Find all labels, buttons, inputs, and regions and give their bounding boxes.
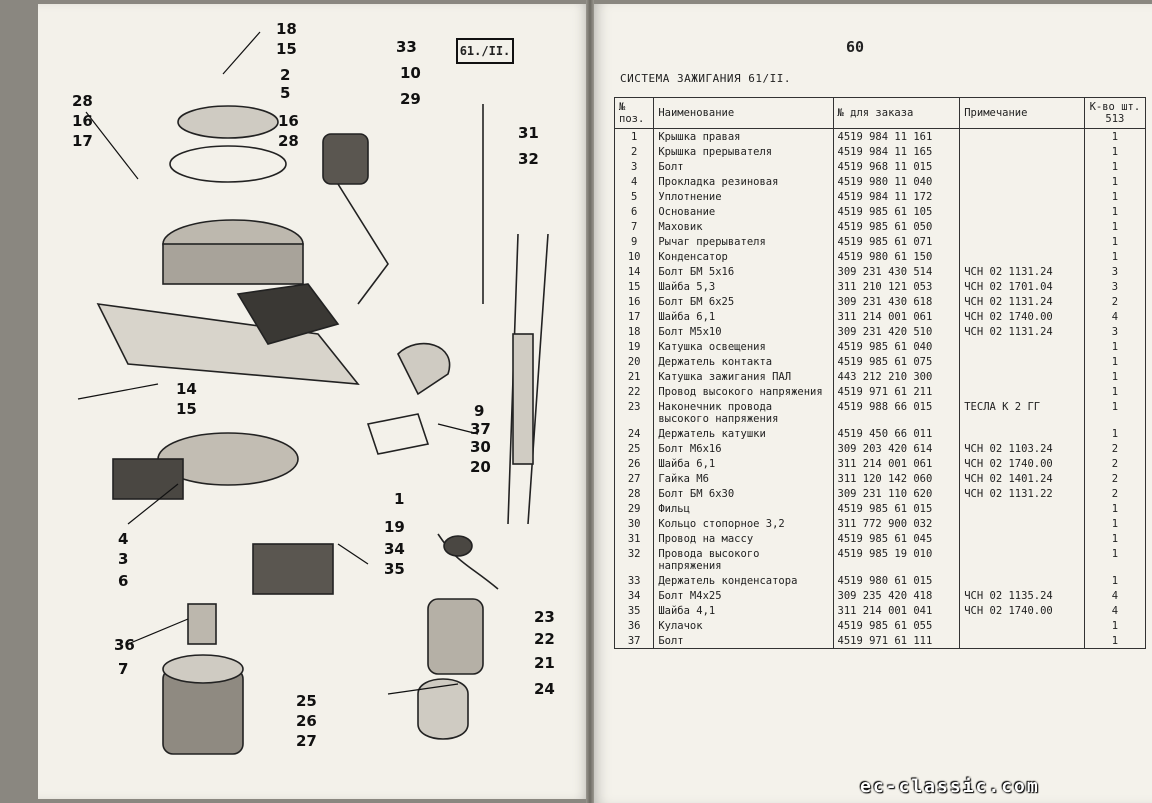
- cell-name: Болт: [654, 633, 833, 649]
- cell-qty: 1: [1084, 174, 1145, 189]
- cell-qty: 4: [1084, 603, 1145, 618]
- svg-text:33: 33: [396, 38, 417, 56]
- cell-order: 4519 988 66 015: [833, 399, 960, 426]
- cell-order: 309 231 420 510: [833, 324, 960, 339]
- svg-text:19: 19: [384, 518, 405, 536]
- cell-name: Болт М5x10: [654, 324, 833, 339]
- cell-note: [960, 531, 1085, 546]
- table-row: [615, 426, 1146, 441]
- svg-text:26: 26: [296, 712, 317, 730]
- cell-order: 443 212 210 300: [833, 369, 960, 384]
- cell-order: 4519 984 11 161: [833, 129, 960, 145]
- cell-note: ЧСН 02 1131.22: [960, 486, 1085, 501]
- cell-note: [960, 204, 1085, 219]
- svg-text:7: 7: [118, 660, 129, 678]
- cell-qty: 1: [1084, 144, 1145, 159]
- cell-qty: 1: [1084, 339, 1145, 354]
- svg-text:1: 1: [394, 490, 405, 508]
- cell-note: ЧСН 02 1131.24: [960, 264, 1085, 279]
- table-row: [615, 588, 1146, 603]
- cell-qty: 1: [1084, 501, 1145, 516]
- svg-text:27: 27: [296, 732, 317, 750]
- svg-text:36: 36: [114, 636, 135, 654]
- cell-order: 4519 985 61 055: [833, 618, 960, 633]
- header-order: № для заказа: [833, 98, 960, 129]
- header-note: Примечание: [960, 98, 1085, 129]
- cell-note: [960, 633, 1085, 649]
- cell-qty: 1: [1084, 384, 1145, 399]
- cell-num: 9: [615, 234, 654, 249]
- table-row: [615, 309, 1146, 324]
- cell-num: 14: [615, 264, 654, 279]
- exploded-parts-diagram: [38, 4, 590, 799]
- cell-qty: 1: [1084, 426, 1145, 441]
- table-row: [615, 603, 1146, 618]
- cell-note: ЧСН 02 1131.24: [960, 324, 1085, 339]
- table-row: [615, 546, 1146, 573]
- table-row: [615, 531, 1146, 546]
- cell-note: [960, 129, 1085, 145]
- cell-num: 16: [615, 294, 654, 309]
- cell-qty: 1: [1084, 189, 1145, 204]
- cell-order: 311 772 900 032: [833, 516, 960, 531]
- cell-name: Болт БМ 6x25: [654, 294, 833, 309]
- svg-text:17: 17: [72, 132, 93, 150]
- svg-text:25: 25: [296, 692, 317, 710]
- table-row: [615, 279, 1146, 294]
- section-title: СИСТЕМА ЗАЖИГАНИЯ 61/II.: [620, 72, 791, 85]
- table-row: [615, 204, 1146, 219]
- cell-qty: 1: [1084, 129, 1145, 145]
- cell-note: [960, 516, 1085, 531]
- cell-qty: 1: [1084, 531, 1145, 546]
- cell-order: 4519 985 61 045: [833, 531, 960, 546]
- cell-num: 17: [615, 309, 654, 324]
- cell-order: 311 120 142 060: [833, 471, 960, 486]
- cell-order: 4519 985 61 071: [833, 234, 960, 249]
- svg-text:24: 24: [534, 680, 555, 698]
- table-row: [615, 441, 1146, 456]
- cell-name: Маховик: [654, 219, 833, 234]
- cell-qty: 3: [1084, 264, 1145, 279]
- cell-num: 22: [615, 384, 654, 399]
- cell-order: 309 203 420 614: [833, 441, 960, 456]
- parts-table: [614, 97, 1146, 649]
- cell-note: [960, 174, 1085, 189]
- cell-name: Болт: [654, 159, 833, 174]
- table-row: [615, 189, 1146, 204]
- cell-order: 309 231 430 514: [833, 264, 960, 279]
- table-row: [615, 633, 1146, 649]
- cell-name: Кулачок: [654, 618, 833, 633]
- cell-order: 311 214 001 061: [833, 456, 960, 471]
- cell-order: 4519 985 61 075: [833, 354, 960, 369]
- table-row: [615, 471, 1146, 486]
- cell-note: [960, 249, 1085, 264]
- table-row: [615, 573, 1146, 588]
- cell-num: 36: [615, 618, 654, 633]
- svg-text:10: 10: [400, 64, 421, 82]
- cell-order: 4519 450 66 011: [833, 426, 960, 441]
- svg-text:37: 37: [470, 420, 491, 438]
- cell-name: Болт БМ 6x30: [654, 486, 833, 501]
- cell-num: 2: [615, 144, 654, 159]
- svg-text:22: 22: [534, 630, 555, 648]
- cell-order: 4519 980 61 150: [833, 249, 960, 264]
- cell-order: 311 214 001 041: [833, 603, 960, 618]
- cell-num: 1: [615, 129, 654, 145]
- cell-name: Болт М4x25: [654, 588, 833, 603]
- table-row: [615, 354, 1146, 369]
- svg-text:21: 21: [534, 654, 555, 672]
- cell-note: [960, 354, 1085, 369]
- cell-order: 309 231 430 618: [833, 294, 960, 309]
- svg-text:23: 23: [534, 608, 555, 626]
- cell-name: Гайка М6: [654, 471, 833, 486]
- cell-qty: 1: [1084, 369, 1145, 384]
- cell-name: Шайба 6,1: [654, 309, 833, 324]
- cell-note: ЧСН 02 1701.04: [960, 279, 1085, 294]
- cell-note: [960, 384, 1085, 399]
- page-number: 60: [846, 38, 865, 56]
- table-row: [615, 144, 1146, 159]
- cell-name: Наконечник провода высокого напряжения: [654, 399, 833, 426]
- cell-qty: 1: [1084, 633, 1145, 649]
- svg-text:34: 34: [384, 540, 405, 558]
- header-num: № поз.: [615, 98, 654, 129]
- table-row: [615, 456, 1146, 471]
- cell-qty: 1: [1084, 249, 1145, 264]
- cell-note: ЧСН 02 1103.24: [960, 441, 1085, 456]
- header-name: Наименование: [654, 98, 833, 129]
- cell-note: [960, 369, 1085, 384]
- parts-table-body: [615, 129, 1146, 649]
- cell-name: Прокладка резиновая: [654, 174, 833, 189]
- cell-note: ЧСН 02 1135.24: [960, 588, 1085, 603]
- table-row: [615, 384, 1146, 399]
- svg-text:15: 15: [276, 40, 297, 58]
- cell-qty: 1: [1084, 573, 1145, 588]
- cell-num: 28: [615, 486, 654, 501]
- cell-num: 19: [615, 339, 654, 354]
- parts-table-header: [615, 98, 1146, 129]
- cell-name: Крышка прерывателя: [654, 144, 833, 159]
- cell-order: 309 231 110 620: [833, 486, 960, 501]
- cell-order: 4519 968 11 015: [833, 159, 960, 174]
- cell-note: [960, 573, 1085, 588]
- cell-name: Держатель катушки: [654, 426, 833, 441]
- cell-qty: 1: [1084, 354, 1145, 369]
- svg-text:20: 20: [470, 458, 491, 476]
- cell-order: 309 235 420 418: [833, 588, 960, 603]
- cell-name: Держатель контакта: [654, 354, 833, 369]
- cell-num: 35: [615, 603, 654, 618]
- cell-note: ТЕСЛА К 2 ГГ: [960, 399, 1085, 426]
- cell-num: 20: [615, 354, 654, 369]
- cell-num: 3: [615, 159, 654, 174]
- cell-note: [960, 501, 1085, 516]
- cell-name: Крышка правая: [654, 129, 833, 145]
- cell-note: [960, 546, 1085, 573]
- cell-name: Рычаг прерывателя: [654, 234, 833, 249]
- svg-text:30: 30: [470, 438, 491, 456]
- cell-qty: 3: [1084, 324, 1145, 339]
- cell-note: [960, 234, 1085, 249]
- svg-text:35: 35: [384, 560, 405, 578]
- cell-num: 30: [615, 516, 654, 531]
- table-row: [615, 486, 1146, 501]
- cell-qty: 1: [1084, 204, 1145, 219]
- table-row: [615, 501, 1146, 516]
- cell-qty: 1: [1084, 618, 1145, 633]
- table-row: [615, 324, 1146, 339]
- table-row: [615, 249, 1146, 264]
- cell-order: 4519 985 61 015: [833, 501, 960, 516]
- cell-order: 311 214 001 061: [833, 309, 960, 324]
- cell-name: Катушка зажигания ПАЛ: [654, 369, 833, 384]
- table-row: [615, 399, 1146, 426]
- cell-order: 4519 980 11 040: [833, 174, 960, 189]
- cell-qty: 1: [1084, 546, 1145, 573]
- cell-qty: 2: [1084, 471, 1145, 486]
- cell-num: 24: [615, 426, 654, 441]
- svg-text:28: 28: [278, 132, 299, 150]
- header-qty: К-во шт. 513: [1084, 98, 1145, 129]
- cell-qty: 4: [1084, 309, 1145, 324]
- figure-label: 61./II.: [456, 38, 514, 64]
- cell-order: 4519 971 61 211: [833, 384, 960, 399]
- cell-order: 4519 985 61 105: [833, 204, 960, 219]
- cell-note: ЧСН 02 1740.00: [960, 456, 1085, 471]
- cell-num: 18: [615, 324, 654, 339]
- cell-name: Шайба 4,1: [654, 603, 833, 618]
- cell-qty: 2: [1084, 456, 1145, 471]
- cell-qty: 1: [1084, 234, 1145, 249]
- cell-num: 34: [615, 588, 654, 603]
- cell-num: 33: [615, 573, 654, 588]
- cell-note: ЧСН 02 1131.24: [960, 294, 1085, 309]
- cell-name: Держатель конденсатора: [654, 573, 833, 588]
- cell-order: 4519 985 61 050: [833, 219, 960, 234]
- cell-qty: 2: [1084, 486, 1145, 501]
- table-row: [615, 516, 1146, 531]
- svg-text:18: 18: [276, 20, 297, 38]
- cell-order: 4519 984 11 165: [833, 144, 960, 159]
- cell-num: 25: [615, 441, 654, 456]
- table-row: [615, 264, 1146, 279]
- cell-qty: 1: [1084, 159, 1145, 174]
- svg-text:16: 16: [72, 112, 93, 130]
- svg-text:14: 14: [176, 380, 197, 398]
- table-row: [615, 294, 1146, 309]
- svg-text:5: 5: [280, 84, 291, 102]
- cell-note: [960, 339, 1085, 354]
- cell-name: Фильц: [654, 501, 833, 516]
- cell-note: [960, 189, 1085, 204]
- table-row: [615, 234, 1146, 249]
- cell-note: [960, 426, 1085, 441]
- cell-qty: 4: [1084, 588, 1145, 603]
- cell-num: 23: [615, 399, 654, 426]
- cell-num: 6: [615, 204, 654, 219]
- cell-name: Основание: [654, 204, 833, 219]
- cell-name: Конденсатор: [654, 249, 833, 264]
- cell-name: Шайба 5,3: [654, 279, 833, 294]
- table-row: [615, 369, 1146, 384]
- cell-num: 26: [615, 456, 654, 471]
- cell-qty: 1: [1084, 516, 1145, 531]
- svg-text:3: 3: [118, 550, 129, 568]
- cell-num: 27: [615, 471, 654, 486]
- table-row: [615, 159, 1146, 174]
- table-row: [615, 339, 1146, 354]
- table-row: [615, 618, 1146, 633]
- cell-qty: 2: [1084, 441, 1145, 456]
- table-row: [615, 129, 1146, 145]
- cell-name: Болт БМ 5x16: [654, 264, 833, 279]
- cell-note: ЧСН 02 1740.00: [960, 309, 1085, 324]
- cell-num: 21: [615, 369, 654, 384]
- cell-num: 10: [615, 249, 654, 264]
- watermark: ec-classic.com: [860, 776, 1040, 797]
- cell-num: 15: [615, 279, 654, 294]
- cell-note: [960, 159, 1085, 174]
- cell-note: [960, 144, 1085, 159]
- svg-text:28: 28: [72, 92, 93, 110]
- cell-qty: 3: [1084, 279, 1145, 294]
- cell-order: 4519 985 61 040: [833, 339, 960, 354]
- cell-num: 29: [615, 501, 654, 516]
- cell-order: 4519 984 11 172: [833, 189, 960, 204]
- table-row: [615, 174, 1146, 189]
- cell-note: ЧСН 02 1740.00: [960, 603, 1085, 618]
- svg-text:2: 2: [280, 66, 291, 84]
- table-row: [615, 219, 1146, 234]
- cell-num: 4: [615, 174, 654, 189]
- svg-text:15: 15: [176, 400, 197, 418]
- cell-qty: 2: [1084, 294, 1145, 309]
- svg-text:32: 32: [518, 150, 539, 168]
- cell-name: Уплотнение: [654, 189, 833, 204]
- svg-text:16: 16: [278, 112, 299, 130]
- svg-text:9: 9: [474, 402, 485, 420]
- cell-name: Провод высокого напряжения: [654, 384, 833, 399]
- cell-order: 311 210 121 053: [833, 279, 960, 294]
- cell-name: Болт М6x16: [654, 441, 833, 456]
- cell-name: Шайба 6,1: [654, 456, 833, 471]
- cell-num: 32: [615, 546, 654, 573]
- cell-note: [960, 618, 1085, 633]
- svg-text:6: 6: [118, 572, 129, 590]
- cell-note: ЧСН 02 1401.24: [960, 471, 1085, 486]
- svg-text:4: 4: [118, 530, 129, 548]
- cell-order: 4519 980 61 015: [833, 573, 960, 588]
- cell-name: Катушка освещения: [654, 339, 833, 354]
- svg-text:29: 29: [400, 90, 421, 108]
- cell-note: [960, 219, 1085, 234]
- cell-order: 4519 985 19 010: [833, 546, 960, 573]
- cell-num: 37: [615, 633, 654, 649]
- cell-name: Провода высокого напряжения: [654, 546, 833, 573]
- cell-num: 5: [615, 189, 654, 204]
- cell-num: 31: [615, 531, 654, 546]
- svg-text:31: 31: [518, 124, 539, 142]
- cell-order: 4519 971 61 111: [833, 633, 960, 649]
- cell-qty: 1: [1084, 399, 1145, 426]
- cell-num: 7: [615, 219, 654, 234]
- cell-qty: 1: [1084, 219, 1145, 234]
- cell-name: Кольцо стопорное 3,2: [654, 516, 833, 531]
- cell-name: Провод на массу: [654, 531, 833, 546]
